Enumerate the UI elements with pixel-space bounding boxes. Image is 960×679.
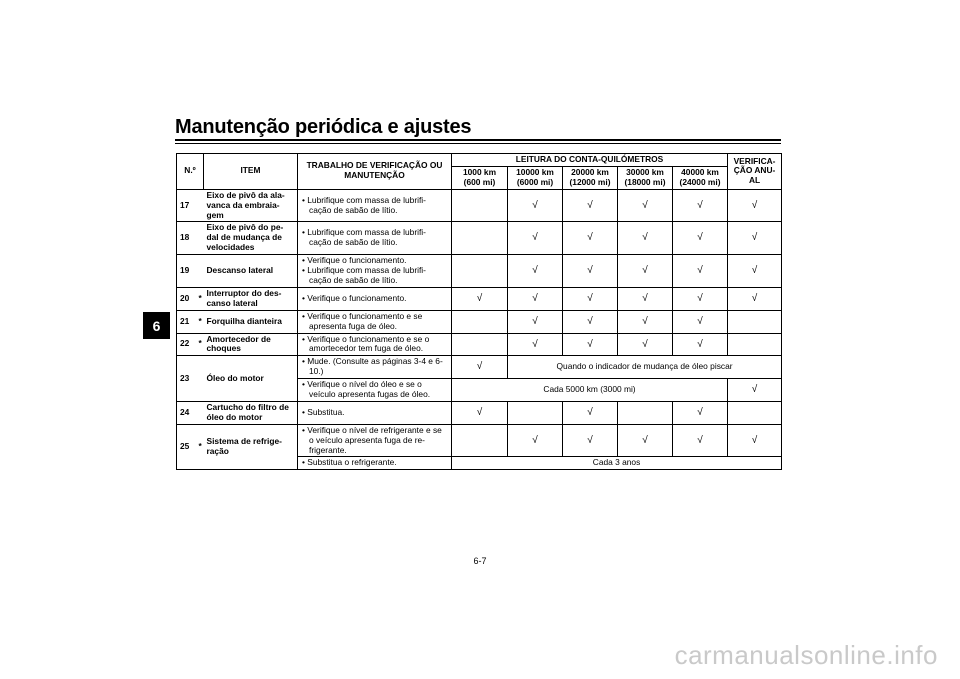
- work-line: • Mude. (Consulte as páginas 3-4 e 6-10.): [302, 356, 443, 377]
- check-cell: [452, 189, 508, 222]
- check-cell: √: [618, 222, 673, 255]
- check-cell: √: [452, 401, 508, 424]
- maintenance-table: [176, 153, 782, 470]
- row-item: Eixo de pivô da ala-vanca da embraia-gem: [204, 189, 298, 222]
- interval-km: 20000 km: [571, 166, 609, 177]
- header-interval-1: [452, 166, 508, 189]
- check-cell: √: [563, 255, 618, 288]
- check-cell: √: [618, 287, 673, 310]
- check-cell: √: [563, 222, 618, 255]
- interval-km: 30000 km: [626, 166, 664, 177]
- work-cell: [298, 287, 452, 310]
- check-cell: √: [508, 287, 563, 310]
- interval-span-cell: Quando o indicador de mudança de óleo piscar: [508, 356, 782, 379]
- table-row: [177, 287, 782, 310]
- check-cell: [618, 401, 673, 424]
- table-row: [177, 189, 782, 222]
- check-cell: √: [618, 255, 673, 288]
- row-number: 20: [177, 287, 196, 310]
- check-cell: √: [673, 287, 728, 310]
- row-mark: *: [196, 333, 204, 356]
- table-row: [177, 356, 782, 379]
- check-cell: [452, 310, 508, 333]
- row-number: 21: [177, 310, 196, 333]
- check-cell: [728, 310, 782, 333]
- check-cell: √: [508, 189, 563, 222]
- check-cell: √: [673, 189, 728, 222]
- work-cell: [298, 222, 452, 255]
- interval-span-cell: Cada 3 anos: [452, 457, 782, 470]
- row-item: Interruptor do des-canso lateral: [204, 287, 298, 310]
- check-cell: √: [673, 255, 728, 288]
- row-mark: [196, 356, 204, 402]
- work-line: • Verifique o funcionamento.: [302, 292, 407, 303]
- header-annual: VERIFICA-ÇÃO ANU-AL: [728, 154, 782, 190]
- watermark: carmanualsonline.info: [674, 640, 938, 670]
- check-cell: √: [728, 255, 782, 288]
- table-row: [177, 401, 782, 424]
- work-line: • Verifique o funcionamento.: [302, 255, 407, 266]
- work-cell: [298, 379, 452, 402]
- check-cell: [452, 255, 508, 288]
- interval-km: 10000 km: [516, 166, 554, 177]
- row-number: 17: [177, 189, 196, 222]
- check-cell: √: [508, 255, 563, 288]
- table-row: [177, 424, 782, 457]
- interval-mi: (6000 mi): [516, 176, 554, 187]
- header-no: N.º: [177, 154, 204, 190]
- check-cell: √: [508, 424, 563, 457]
- row-mark: *: [196, 287, 204, 310]
- check-cell: √: [508, 310, 563, 333]
- work-cell: [298, 401, 452, 424]
- work-cell: [298, 356, 452, 379]
- check-cell: √: [618, 424, 673, 457]
- check-cell: √: [673, 401, 728, 424]
- interval-mi: (24000 mi): [679, 176, 721, 187]
- check-cell: √: [508, 333, 563, 356]
- check-cell: √: [563, 310, 618, 333]
- check-cell: [728, 333, 782, 356]
- row-item: Forquilha dianteira: [204, 310, 298, 333]
- row-item: Descanso lateral: [204, 255, 298, 288]
- row-mark: [196, 401, 204, 424]
- table-row: [177, 310, 782, 333]
- check-cell: √: [563, 424, 618, 457]
- check-cell: √: [452, 287, 508, 310]
- check-cell: √: [563, 401, 618, 424]
- check-cell: [508, 401, 563, 424]
- header-interval-2: [508, 166, 563, 189]
- page-title: Manutenção periódica e ajustes: [175, 116, 472, 138]
- row-number: 23: [177, 356, 196, 402]
- work-line: • Verifique o nível do óleo e se o veículo apresenta fugas de óleo.: [302, 379, 431, 400]
- check-cell: [452, 424, 508, 457]
- row-number: 22: [177, 333, 196, 356]
- row-mark: *: [196, 424, 204, 470]
- header-interval-3: [563, 166, 618, 189]
- check-cell: √: [563, 287, 618, 310]
- check-cell: √: [508, 222, 563, 255]
- check-cell: √: [452, 356, 508, 379]
- row-mark: *: [196, 310, 204, 333]
- check-cell: √: [728, 287, 782, 310]
- check-cell: [728, 401, 782, 424]
- page-number: 6-7: [473, 556, 487, 566]
- row-number: 19: [177, 255, 196, 288]
- check-cell: √: [728, 222, 782, 255]
- work-line: • Lubrifique com massa de lubrifi-cação de sabão de lítio.: [302, 194, 426, 215]
- check-cell: √: [673, 333, 728, 356]
- interval-mi: (600 mi): [463, 176, 496, 187]
- check-cell: √: [618, 333, 673, 356]
- check-cell: √: [563, 189, 618, 222]
- header-interval-4: [618, 166, 673, 189]
- header-item: ITEM: [204, 154, 298, 190]
- row-number: 18: [177, 222, 196, 255]
- row-number: 24: [177, 401, 196, 424]
- chapter-tab: 6: [143, 312, 170, 339]
- header-interval-5: [673, 166, 728, 189]
- work-cell: [298, 310, 452, 333]
- work-line: • Verifique o funcionamento e se apresenta fuga de óleo.: [302, 310, 423, 331]
- header-work: TRABALHO DE VERIFICAÇÃO OU MANUTENÇÃO: [298, 154, 452, 190]
- check-cell: √: [618, 310, 673, 333]
- row-mark: [196, 222, 204, 255]
- row-number: 25: [177, 424, 196, 470]
- check-cell: √: [728, 189, 782, 222]
- row-item: Sistema de refrige-ração: [204, 424, 298, 470]
- check-cell: √: [673, 222, 728, 255]
- work-cell: [298, 189, 452, 222]
- work-line: • Substitua.: [302, 406, 345, 417]
- interval-km: 1000 km: [462, 166, 497, 177]
- check-cell: [452, 333, 508, 356]
- interval-mi: (12000 mi): [569, 176, 611, 187]
- interval-km: 40000 km: [681, 166, 719, 177]
- table-row: [177, 222, 782, 255]
- interval-mi: (18000 mi): [624, 176, 666, 187]
- header-odometer: LEITURA DO CONTA-QUILÓMETROS: [452, 154, 728, 167]
- work-line: • Lubrifique com massa de lubrifi-cação de sabão de lítio.: [302, 227, 426, 248]
- check-cell: √: [563, 333, 618, 356]
- interval-span-cell: Cada 5000 km (3000 mi): [452, 379, 728, 402]
- row-item: Óleo do motor: [204, 356, 298, 402]
- row-item: Eixo de pivô do pe-dal de mudança de velocidades: [204, 222, 298, 255]
- title-rule: [175, 139, 781, 144]
- table-row: [177, 255, 782, 288]
- check-cell: √: [728, 379, 782, 402]
- check-cell: √: [618, 189, 673, 222]
- work-cell: [298, 333, 452, 356]
- check-cell: √: [728, 424, 782, 457]
- row-item: Amortecedor de choques: [204, 333, 298, 356]
- work-line: • Lubrifique com massa de lubrifi-cação de sabão de lítio.: [302, 265, 426, 285]
- check-cell: √: [673, 424, 728, 457]
- work-line: • Verifique o nível de refrigerante e se o veículo apresenta fuga de re-frigerante.: [302, 424, 442, 455]
- row-mark: [196, 189, 204, 222]
- work-line: • Verifique o funcionamento e se o amortecedor tem fuga de óleo.: [302, 333, 430, 354]
- table-row: [177, 333, 782, 356]
- work-cell: [298, 255, 452, 288]
- check-cell: [452, 222, 508, 255]
- work-cell: [298, 457, 452, 470]
- work-line: • Substitua o refrigerante.: [302, 457, 397, 468]
- row-item: Cartucho do filtro de óleo do motor: [204, 401, 298, 424]
- work-cell: [298, 424, 452, 457]
- row-mark: [196, 255, 204, 288]
- check-cell: √: [673, 310, 728, 333]
